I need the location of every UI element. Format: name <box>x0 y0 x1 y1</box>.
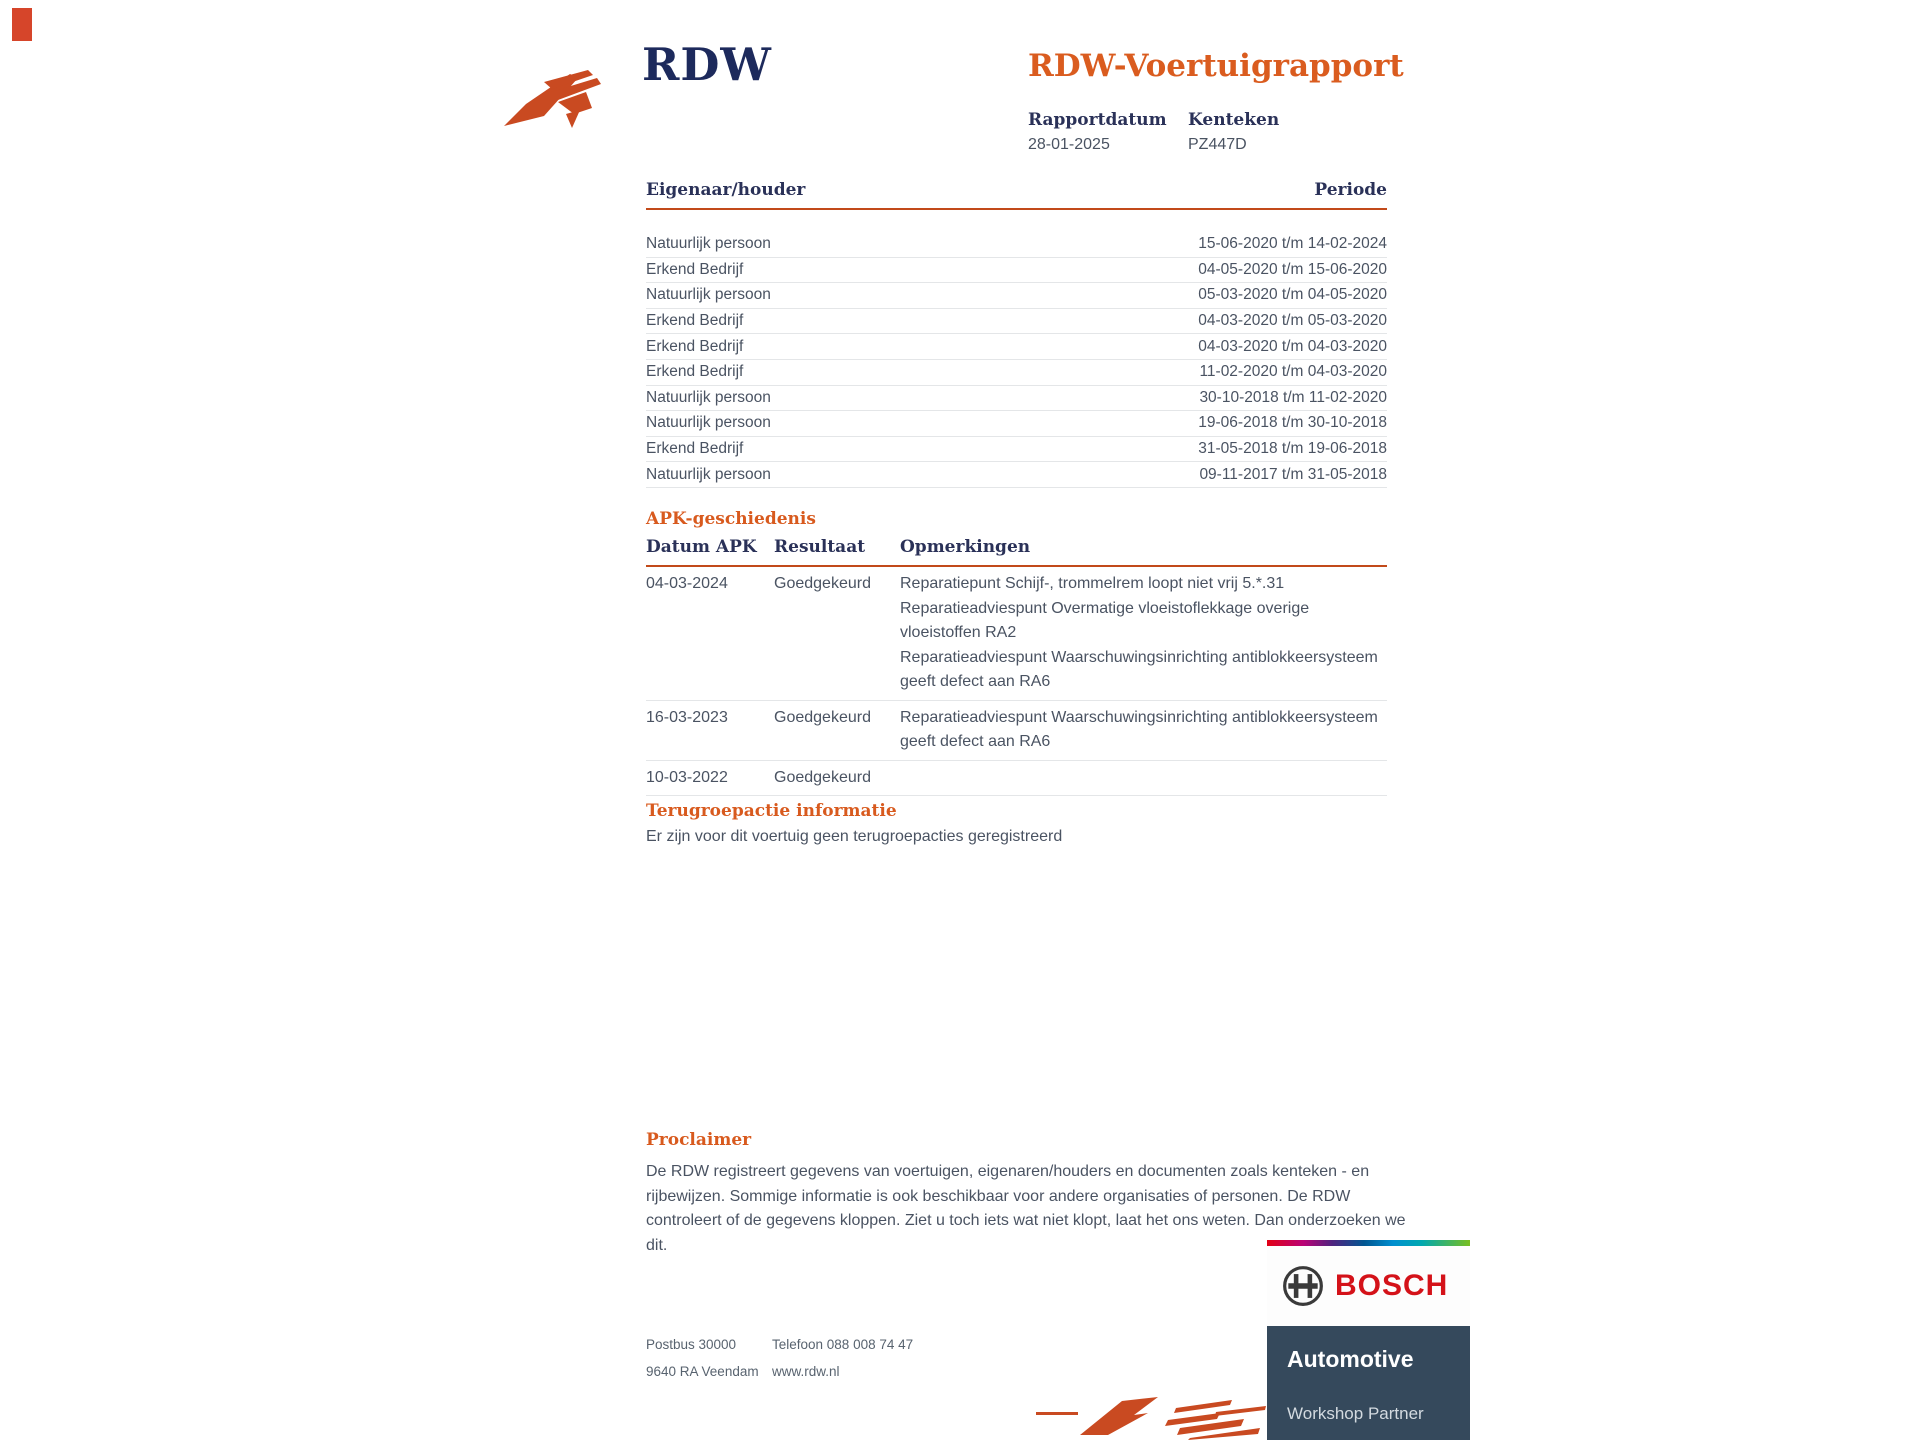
table-row <box>646 232 1387 258</box>
owner-period: 05-03-2020 t/m 04-05-2020 <box>1198 286 1387 304</box>
recall-body-text: Er zijn voor dit voertuig geen terugroepacties geregistreerd <box>646 828 1063 845</box>
proclaimer-body-text: De RDW registreert gegevens van voertuigen, eigenaren/houders en documenten zoals kenteken - en rijbewijzen. Sommige informatie is ook beschikbaar voor andere organisaties of personen. De RDW controleert of de gegevens kloppen. Ziet u toch iets wat niet klopt, laat het ons weten. Dan onderzoeken we dit. <box>646 1163 1406 1254</box>
owner-type: Erkend Bedrijf <box>646 440 744 458</box>
proclaimer-heading: Proclaimer <box>646 1130 752 1150</box>
owners-table <box>646 180 1387 488</box>
bosch-logo-row <box>1267 1246 1470 1326</box>
rdw-wing-icon <box>500 50 628 134</box>
rdw-supergraphic-icon <box>1030 1388 1270 1440</box>
apk-remark: Reparatiepunt Schijf-, trommelrem loopt niet vrij 5.*.31 <box>900 575 1285 592</box>
apk-col-date: Datum APK <box>646 537 757 557</box>
bosch-partner-label: Workshop Partner <box>1287 1404 1424 1423</box>
footer-website: www.rdw.nl <box>772 1364 840 1379</box>
owner-period: 04-05-2020 t/m 15-06-2020 <box>1198 260 1387 278</box>
owner-period: 11-02-2020 t/m 04-03-2020 <box>1199 363 1387 381</box>
apk-result: Goedgekeurd <box>774 575 871 592</box>
page-title: RDW-Voertuigrapport <box>1028 48 1404 84</box>
owner-type: Natuurlijk persoon <box>646 388 771 406</box>
apk-date: 16-03-2023 <box>646 708 728 726</box>
table-row <box>646 309 1387 335</box>
owner-type: Erkend Bedrijf <box>646 337 744 355</box>
rdw-logotype: RDW <box>642 38 772 91</box>
footer-phone: Telefoon 088 008 74 47 <box>772 1337 914 1352</box>
bosch-division-label: Automotive <box>1287 1346 1414 1372</box>
apk-col-result: Resultaat <box>774 537 866 557</box>
owner-type: Erkend Bedrijf <box>646 312 744 330</box>
apk-section-heading: APK-geschiedenis <box>646 509 816 529</box>
table-row <box>646 283 1387 309</box>
apk-remark: Reparatieadviespunt Waarschuwingsinrichting antiblokkeersysteem geeft defect aan RA6 <box>900 648 1378 690</box>
owners-table-header <box>646 180 1387 210</box>
recall-section-heading: Terugroepactie informatie <box>646 801 897 821</box>
apk-remark: Reparatieadviespunt Overmatige vloeistoflekkage overige vloeistoffen RA2 <box>900 599 1310 641</box>
bosch-anchor-icon <box>1281 1264 1325 1308</box>
bosch-panel <box>1267 1326 1470 1440</box>
table-row <box>646 386 1387 412</box>
apk-result: Goedgekeurd <box>774 768 871 786</box>
table-row <box>646 258 1387 284</box>
apk-remarks <box>900 706 1387 755</box>
apk-table <box>646 537 1387 796</box>
table-row <box>646 761 1387 797</box>
corner-mark <box>12 8 32 41</box>
table-row <box>646 701 1387 761</box>
table-row <box>646 567 1387 701</box>
apk-result: Goedgekeurd <box>774 708 871 726</box>
table-row <box>646 411 1387 437</box>
apk-remarks <box>900 572 1387 695</box>
owner-period: 19-06-2018 t/m 30-10-2018 <box>1198 414 1387 432</box>
owner-type: Erkend Bedrijf <box>646 260 744 278</box>
apk-date: 10-03-2022 <box>646 768 728 786</box>
owner-period: 09-11-2017 t/m 31-05-2018 <box>1199 465 1387 483</box>
owner-period: 04-03-2020 t/m 04-03-2020 <box>1198 337 1387 355</box>
owner-type: Natuurlijk persoon <box>646 414 771 432</box>
apk-remark: Reparatieadviespunt Waarschuwingsinrichting antiblokkeersysteem geeft defect aan RA6 <box>900 708 1378 750</box>
owner-type: Natuurlijk persoon <box>646 286 771 304</box>
owner-type: Natuurlijk persoon <box>646 465 771 483</box>
license-plate-value: PZ447D <box>1188 136 1247 153</box>
owner-period: 30-10-2018 t/m 11-02-2020 <box>1199 388 1387 406</box>
footer-city: 9640 RA Veendam <box>646 1364 759 1379</box>
bosch-wordmark: BOSCH <box>1335 1269 1449 1302</box>
owners-table-body <box>646 232 1387 488</box>
table-row <box>646 462 1387 488</box>
apk-col-remarks: Opmerkingen <box>900 537 1031 557</box>
owners-col-type: Eigenaar/houder <box>646 180 806 200</box>
owner-type: Erkend Bedrijf <box>646 363 744 381</box>
table-row <box>646 360 1387 386</box>
owner-type: Natuurlijk persoon <box>646 235 771 253</box>
owner-period: 31-05-2018 t/m 19-06-2018 <box>1198 440 1387 458</box>
footer-postbus: Postbus 30000 <box>646 1337 737 1352</box>
apk-date: 04-03-2024 <box>646 575 728 592</box>
owner-period: 15-06-2020 t/m 14-02-2024 <box>1198 235 1387 253</box>
table-row <box>646 334 1387 360</box>
bosch-partner-block <box>1267 1240 1470 1440</box>
apk-remarks <box>900 766 1387 791</box>
report-date-value: 28-01-2025 <box>1028 136 1110 153</box>
apk-table-header <box>646 537 1387 567</box>
owners-col-period: Periode <box>1314 180 1387 200</box>
license-plate-label: Kenteken <box>1188 110 1280 130</box>
table-row <box>646 437 1387 463</box>
report-date-label: Rapportdatum <box>1028 110 1167 130</box>
owner-period: 04-03-2020 t/m 05-03-2020 <box>1198 312 1387 330</box>
